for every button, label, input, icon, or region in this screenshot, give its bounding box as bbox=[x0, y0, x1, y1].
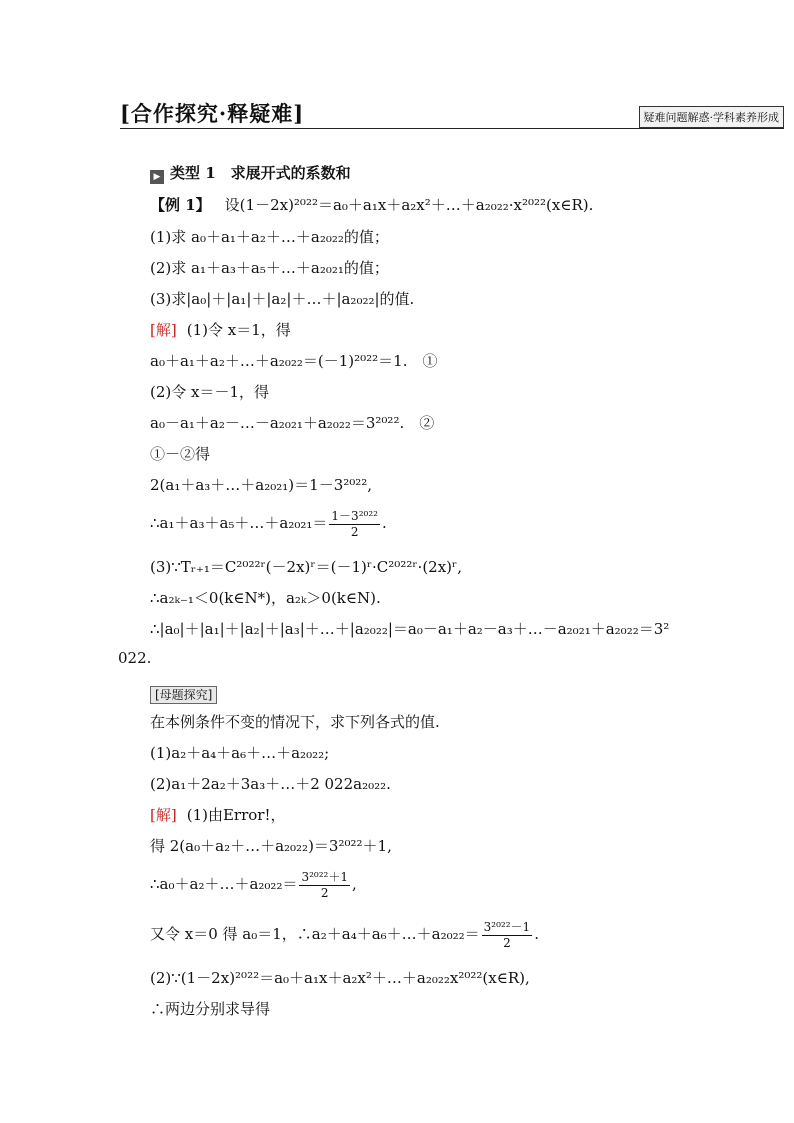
solution2-text-1: (1)由Error!， bbox=[186, 806, 286, 824]
solution2-tag: [解] bbox=[150, 806, 177, 824]
example-statement: 设(1－2x)²⁰²²＝a₀＋a₁x＋a₂x²＋…＋a₂₀₂₂·x²⁰²²(x∈R). bbox=[224, 196, 594, 214]
fraction bbox=[482, 920, 533, 951]
solution2-line-4 bbox=[150, 916, 539, 952]
fraction-numerator: 3²⁰²²－1 bbox=[483, 919, 531, 934]
explore-label-line bbox=[150, 684, 217, 704]
type-label: 类型 1 求展开式的系数和 bbox=[170, 164, 351, 182]
fraction bbox=[299, 870, 350, 901]
solution2-text-3-end: , bbox=[351, 875, 357, 893]
fraction-denominator: 2 bbox=[503, 935, 511, 950]
explore-label: [母题探究] bbox=[150, 686, 217, 704]
solution-line-2: a₀＋a₁＋a₂＋…＋a₂₀₂₂＝(－1)²⁰²²＝1. ① bbox=[150, 352, 438, 370]
solution2-text-4-end: . bbox=[534, 925, 539, 943]
solution2-line-3 bbox=[150, 866, 357, 902]
example-tag: 【例 1】 bbox=[150, 196, 211, 214]
solution-line-1 bbox=[150, 320, 291, 340]
solution-line-5: ①－②得 bbox=[150, 445, 211, 463]
explore-q1: (1)a₂＋a₄＋a₆＋…＋a₂₀₂₂; bbox=[150, 744, 330, 762]
type-heading bbox=[150, 163, 351, 184]
solution-line-4: a₀－a₁＋a₂－…－a₂₀₂₁＋a₂₀₂₂＝3²⁰²². ② bbox=[150, 414, 435, 432]
solution-text-1: (1)令 x＝1，得 bbox=[186, 321, 291, 339]
example-q3: (3)求|a₀|＋|a₁|＋|a₂|＋…＋|a₂₀₂₂|的值. bbox=[150, 290, 415, 308]
solution-tag: [解] bbox=[150, 321, 177, 339]
solution-text-7: ∴a₁＋a₃＋a₅＋…＋a₂₀₂₁＝ bbox=[150, 514, 328, 532]
solution2-text-4: 又令 x＝0 得 a₀＝1，∴a₂＋a₄＋a₆＋…＋a₂₀₂₂＝ bbox=[150, 925, 480, 943]
section-header bbox=[120, 100, 784, 129]
solution-line-7 bbox=[150, 505, 387, 541]
fraction-numerator: 1－3²⁰²² bbox=[331, 508, 378, 523]
solution2-line-6: ∴两边分别求导得 bbox=[150, 1000, 271, 1018]
fraction bbox=[329, 509, 380, 540]
solution-line-3: (2)令 x＝－1，得 bbox=[150, 383, 270, 401]
solution-line-10-cont: 022. bbox=[118, 649, 152, 667]
solution-line-9: ∴a₂ₖ₋₁＜0(k∈N*)，a₂ₖ＞0(k∈N). bbox=[150, 589, 381, 607]
explore-q2: (2)a₁＋2a₂＋3a₃＋…＋2 022a₂₀₂₂. bbox=[150, 775, 391, 793]
fraction-numerator: 3²⁰²²＋1 bbox=[301, 869, 348, 884]
section-title: [合作探究·释疑难] bbox=[120, 101, 305, 126]
section-tag: 疑难问题解惑·学科素养形成 bbox=[639, 106, 785, 128]
solution-line-8: (3)∵Tᵣ₊₁＝C²⁰²²ʳ(－2x)ʳ＝(－1)ʳ·C²⁰²²ʳ·(2x)ʳ, bbox=[150, 558, 462, 576]
solution2-line-5: (2)∵(1－2x)²⁰²²＝a₀＋a₁x＋a₂x²＋…＋a₂₀₂₂x²⁰²²(x∈R), bbox=[150, 969, 530, 987]
solution-text-7-end: . bbox=[381, 514, 387, 532]
example-statement-line bbox=[150, 195, 593, 215]
solution-line-10: ∴|a₀|＋|a₁|＋|a₂|＋|a₃|＋…＋|a₂₀₂₂|＝a₀－a₁＋a₂－a₃＋…－a₂₀₂₁＋a₂₀₂₂＝3² bbox=[150, 620, 670, 638]
solution2-text-3: ∴a₀＋a₂＋…＋a₂₀₂₂＝ bbox=[150, 875, 298, 893]
solution2-line-1 bbox=[150, 805, 286, 825]
example-q2: (2)求 a₁＋a₃＋a₅＋…＋a₂₀₂₁的值； bbox=[150, 259, 389, 277]
example-q1: (1)求 a₀＋a₁＋a₂＋…＋a₂₀₂₂的值； bbox=[150, 228, 389, 246]
solution-line-6: 2(a₁＋a₃＋…＋a₂₀₂₁)＝1－3²⁰²², bbox=[150, 476, 373, 494]
play-marker-icon: ▶ bbox=[150, 170, 164, 184]
solution2-line-2: 得 2(a₀＋a₂＋…＋a₂₀₂₂)＝3²⁰²²＋1, bbox=[150, 837, 392, 855]
fraction-denominator: 2 bbox=[320, 885, 329, 900]
explore-intro: 在本例条件不变的情况下，求下列各式的值. bbox=[150, 713, 440, 731]
fraction-denominator: 2 bbox=[350, 524, 359, 539]
